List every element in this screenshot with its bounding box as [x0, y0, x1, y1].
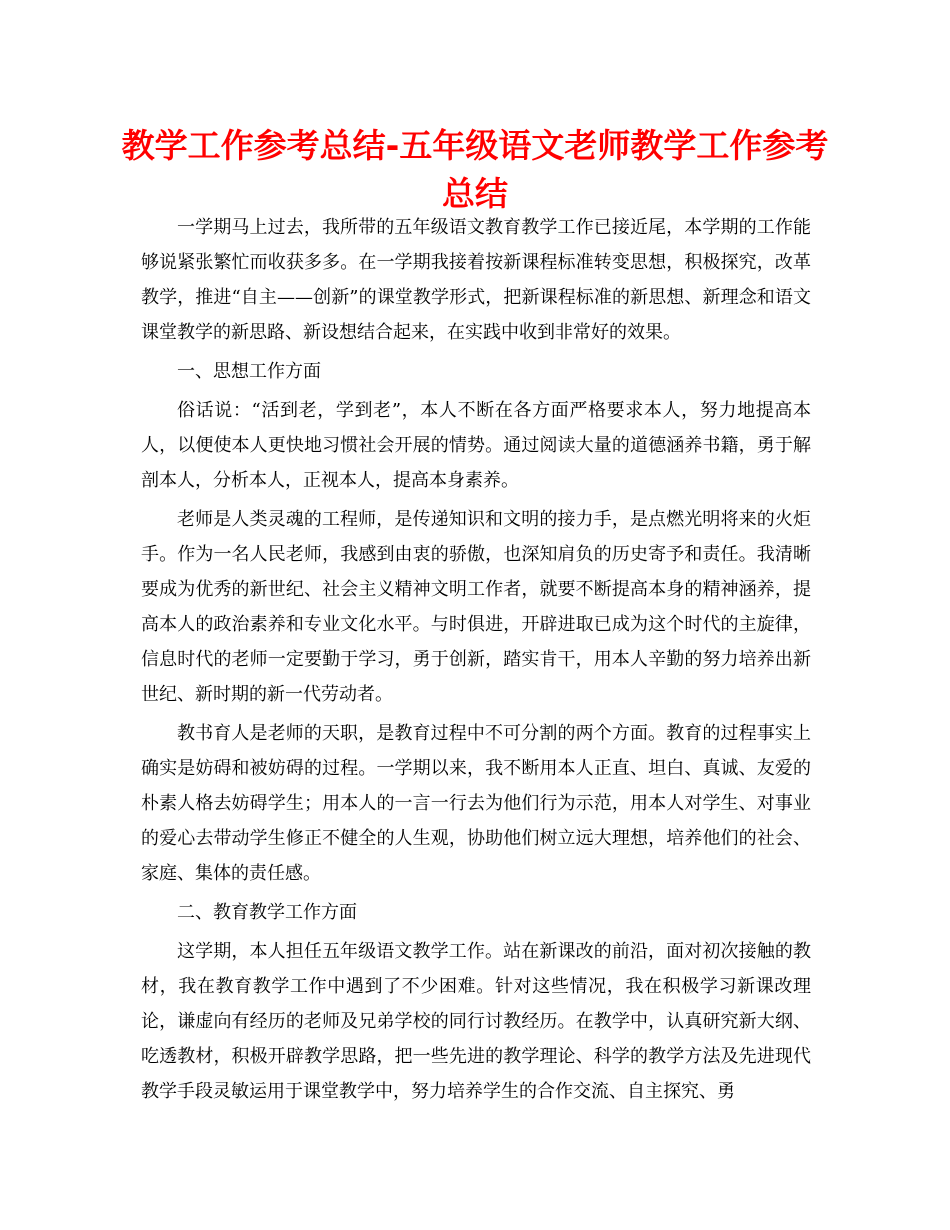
body-paragraph: 这学期，本人担任五年级语文教学工作。站在新课改的前沿，面对初次接触的教材，我在教育教学工作中遇到了不少困难。针对这些情况，我在积极学习新课改理论，谦虚向有经历的老师及兄弟学校的同行讨教经历。在教学中，认真研究新大纲、吃透教材，积极开辟教学思路，把一些先进的教学理论、科学的教学方法及先进现代教学手段灵敏运用于课堂教学中，努力培养学生的合作交流、自主探究、勇 [141, 941, 811, 1102]
body-paragraph: 老师是人类灵魂的工程师，是传递知识和文明的接力手，是点燃光明将来的火炬手。作为一名人民老师，我感到由衷的骄傲，也深知肩负的历史寄予和责任。我清晰要成为优秀的新世纪、社会主义精神文明工作者，就要不断提高本身的精神涵养，提高本人的政治素养和专业文化水平。与时俱进，开辟进取已成为这个时代的主旋律，信息时代的老师一定要勤于学习，勇于创新，踏实肯干，用本人辛勤的努力培养出新世纪、新时期的新一代劳动者。 [141, 509, 811, 705]
intro-paragraph: 一学期马上过去，我所带的五年级语文教育教学工作已接近尾，本学期的工作能够说紧张繁忙而收获多多。在一学期我接着按新课程标准转变思想，积极探究，改革教学，推进“自主——创新”的课堂教学形式，把新课程标准的新思想、新理念和语文课堂教学的新思路、新设想结合起来，在实践中收到非常好的效果。 [141, 217, 811, 343]
section-heading-thought: 一、思想工作方面 [177, 361, 321, 382]
body-paragraph: 教书育人是老师的天职，是教育过程中不可分割的两个方面。教育的过程事实上确实是妨碍和被妨碍的过程。一学期以来，我不断用本人正直、坦白、真诚、友爱的朴素人格去妨碍学生；用本人的一言一行去为他们行为示范，用本人对学生、对事业的爱心去带动学生修正不健全的人生观，协助他们树立远大理想，培养他们的社会、家庭、集体的责任感。 [141, 723, 811, 884]
section-heading-teaching: 二、教育教学工作方面 [177, 902, 357, 923]
document-body [141, 210, 811, 1113]
body-paragraph: 俗话说：“活到老，学到老”，本人不断在各方面严格要求本人，努力地提高本人，以便使本人更快地习惯社会开展的情势。通过阅读大量的道德涵养书籍，勇于解剖本人，分析本人，正视本人，提高本身素养。 [141, 400, 811, 491]
document-title: 教学工作参考总结-五年级语文老师教学工作参考总结 [121, 126, 829, 213]
